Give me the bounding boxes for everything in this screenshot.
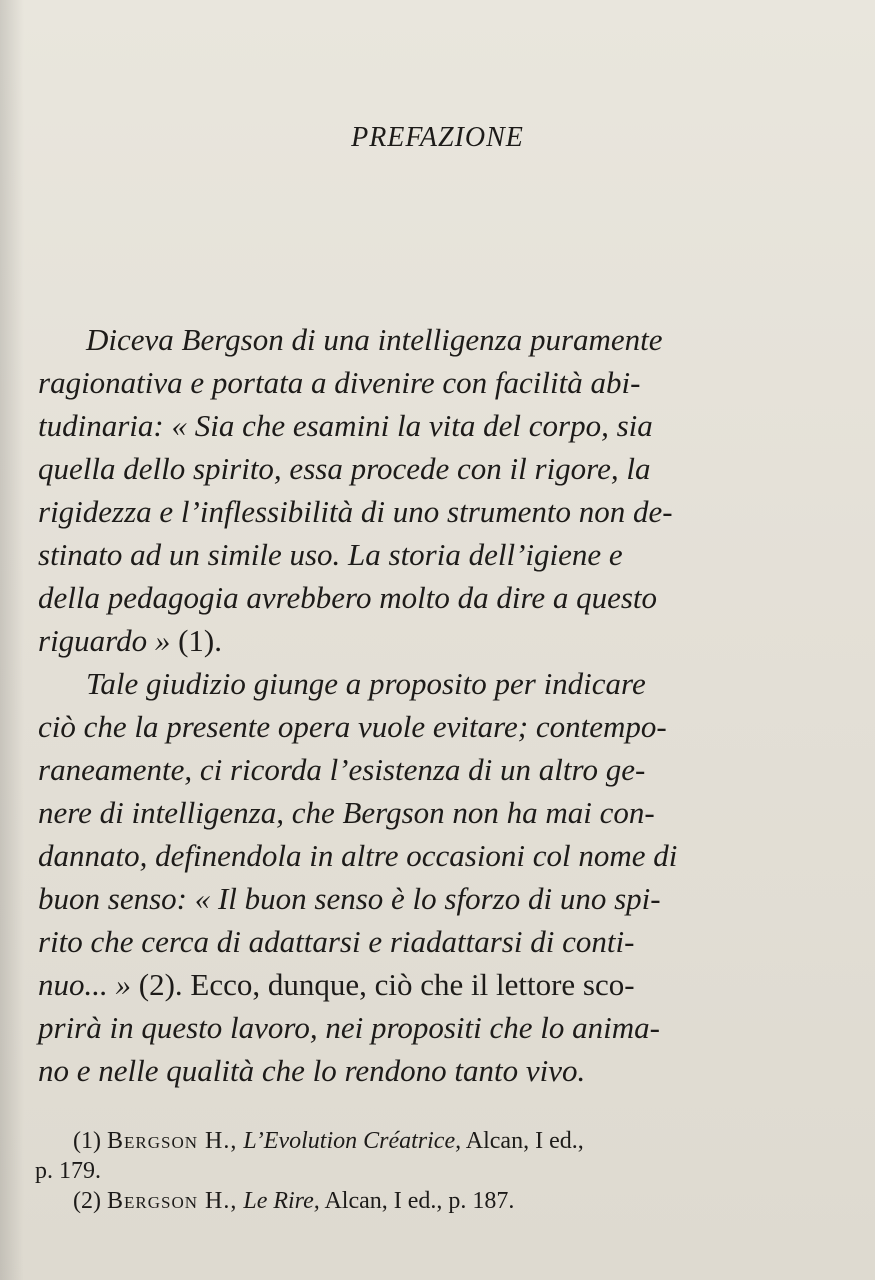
footnote-work: L’Evolution Créatrice,: [243, 1128, 462, 1154]
body-line: Diceva Bergson di una intelligenza puramente: [86, 322, 663, 357]
footnote-2: [35, 1186, 795, 1216]
footnote-work: Le Rire,: [243, 1188, 320, 1214]
body-line: rigidezza e l’inflessibilità di uno strumento non de-: [38, 494, 673, 529]
footnote-author: Bergson H.,: [106, 1188, 238, 1214]
body-line: quella dello spirito, essa procede con il rigore, la: [38, 451, 651, 486]
body-line: dannato, definendola in altre occasioni col nome di: [38, 838, 678, 873]
footnote-reference: (2). Ecco, dunque, ciò che il lettore sco-: [138, 967, 635, 1002]
footnote-number: (1): [73, 1128, 101, 1154]
footnote-author: Bergson H.,: [106, 1128, 238, 1154]
body-line: ragionativa e portata a divenire con facilità abi-: [38, 365, 641, 400]
body-line: rito che cerca di adattarsi e riadattarsi di conti-: [38, 924, 635, 959]
quote-ending-text: nuo... »: [38, 967, 139, 1002]
body-line: prirà in questo lavoro, nei propositi che lo anima-: [38, 1010, 660, 1045]
body-line: ciò che la presente opera vuole evitare; contempo-: [38, 709, 667, 744]
footnotes: [35, 1126, 795, 1216]
footnote-details: Alcan, I ed.,: [465, 1128, 584, 1154]
body-line: Tale giudizio giunge a proposito per indicare: [86, 666, 646, 701]
page-gutter-shadow: [0, 0, 24, 1280]
footnote-1: [35, 1126, 795, 1156]
body-line: nere di intelligenza, che Bergson non ha mai con-: [38, 795, 655, 830]
footnote-reference: (1).: [178, 623, 222, 658]
quote-ending-text: riguardo »: [38, 623, 179, 658]
footnote-number: (2): [73, 1188, 101, 1214]
body-line: [38, 619, 790, 662]
body-line: della pedagogia avrebbero molto da dire a questo: [38, 580, 658, 615]
body-line: no e nelle qualità che lo rendono tanto vivo.: [38, 1053, 586, 1088]
footnote-1-continuation: p. 179.: [35, 1158, 101, 1184]
body-line: buon senso: « Il buon senso è lo sforzo di uno spi-: [38, 881, 661, 916]
body-line: stinato ad un simile uso. La storia dell’igiene e: [38, 537, 623, 572]
body-line: tudinaria: « Sia che esamini la vita del corpo, sia: [38, 408, 653, 443]
body-line: raneamente, ci ricorda l’esistenza di un altro ge-: [38, 752, 646, 787]
footnote-details: Alcan, I ed., p. 187.: [324, 1188, 515, 1214]
page-title: PREFAZIONE: [351, 122, 524, 153]
body-line: [38, 963, 790, 1006]
preface-text: [38, 318, 790, 1092]
